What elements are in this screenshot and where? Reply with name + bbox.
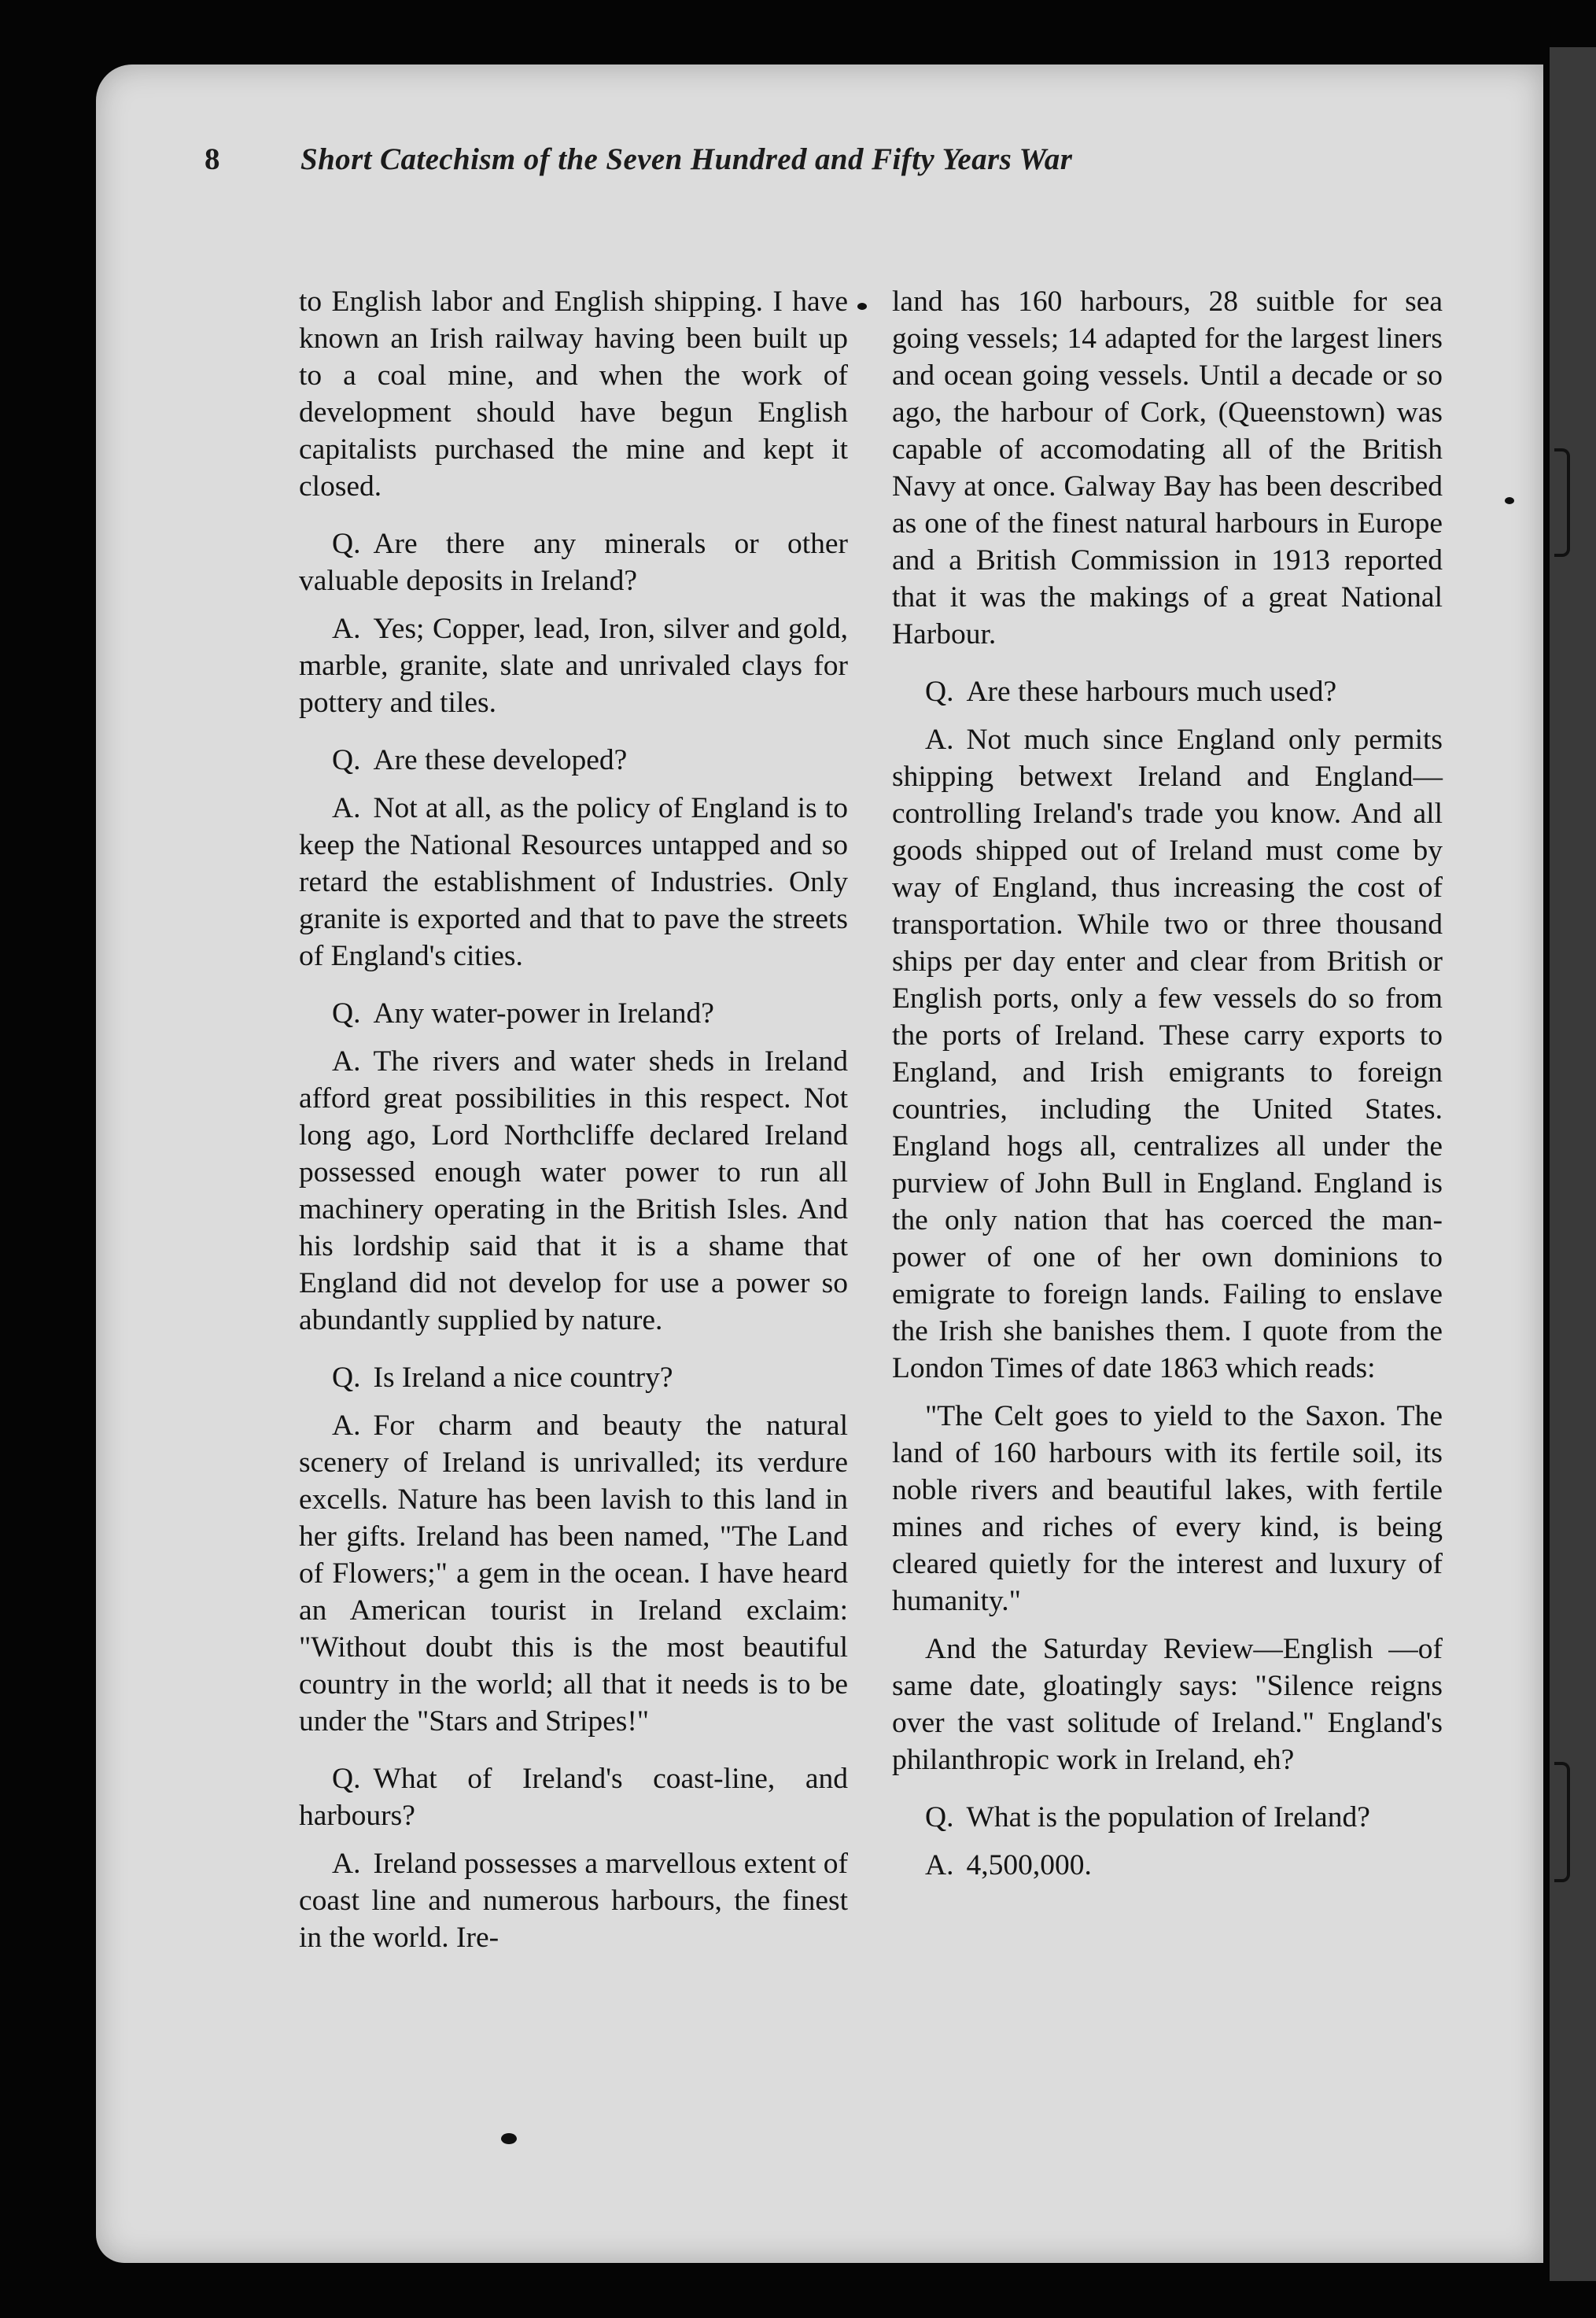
ink-speck: [1505, 497, 1514, 504]
answer-label: A.: [332, 1410, 361, 1442]
answer-label: A.: [332, 792, 361, 824]
paragraph-text: Are these developed?: [373, 744, 628, 776]
question-label: Q.: [332, 1763, 361, 1795]
page-number: 8: [205, 142, 220, 176]
paragraph-text: land has 160 harbours, 28 suitble for sea going vessels; 14 adapted for the largest liners and ocean going vessels. Until a decade or so ago, the harbour of Cork, (Queenstown) was capable of accomodating all of the British Navy at once. Galway Bay has been described as one of the finest natural harbours in Europe and a British Commission in 1913 reported that it was the makings of a great National Harbour.: [892, 286, 1443, 650]
question-label: Q.: [332, 744, 361, 776]
answer: [299, 1043, 848, 1339]
answer: [892, 1847, 1443, 1884]
paragraph-text: Is Ireland a nice country?: [373, 1362, 673, 1394]
ink-speck: [857, 303, 867, 310]
question: [299, 742, 848, 779]
question: [892, 1799, 1443, 1836]
paragraph-text: What is the population of Ireland?: [966, 1801, 1370, 1833]
right-column: [892, 283, 1443, 1895]
scan-edge: [1550, 47, 1596, 2281]
answer-label: A.: [332, 613, 361, 645]
paragraph-text: Not much since England only permits shipping betwext Ireland and England—controlling Ireland's trade you know. And all goods shipped out of Ireland must come by way of England, thus increasing the cost of transportation. While two or three thousand ships per day enter and clear from British or English ports, only a few vessels do so from the ports of Ireland. These carry exports to England, and Irish emigrants to foreign countries, including the United States. England hogs all, centralizes all under the purview of John Bull in England. England is the only nation that has coerced the man-power of one of her own dominions to emigrate to foreign lands. Failing to enslave the Irish she banishes them. I quote from the London Times of date 1863 which reads:: [892, 724, 1443, 1384]
answer-label: A.: [332, 1848, 361, 1880]
quoted-paragraph: [892, 1631, 1443, 1778]
running-title: Short Catechism of the Seven Hundred and Fifty Years War: [300, 142, 1073, 176]
quoted-paragraph: [892, 1398, 1443, 1620]
question: [299, 1760, 848, 1834]
paragraph-text: Not at all, as the policy of England is to keep the National Resources untapped and so retard the establishment of Industries. Only granite is exported and that to pave the streets of England's cities.: [299, 792, 848, 972]
question-label: Q.: [332, 528, 361, 560]
margin-bracket-mark: [1554, 448, 1570, 557]
margin-bracket-mark: [1554, 1762, 1570, 1882]
question-label: Q.: [332, 997, 361, 1030]
answer-label: A.: [332, 1045, 361, 1078]
question-label: Q.: [332, 1362, 361, 1394]
continued-paragraph: [892, 283, 1443, 653]
paragraph-text: And the Saturday Review—English —of same date, gloatingly says: "Silence reigns over the vast solitude of Ireland." England's philanthropic work in Ireland, eh?: [892, 1633, 1443, 1776]
paragraph-text: Yes; Copper, lead, Iron, silver and gold, marble, granite, slate and unrivaled clays for pottery and tiles.: [299, 613, 848, 719]
question: [299, 525, 848, 599]
question: [299, 995, 848, 1032]
question-label: Q.: [925, 1801, 954, 1833]
continued-paragraph: [299, 283, 848, 505]
paragraph-text: The rivers and water sheds in Ireland afford great possibilities in this respect. Not long ago, Lord Northcliffe declared Ireland possessed enough water power to run all machinery operating in the British Isles. And his lordship said that it is a shame that England did not develop for use a power so abundantly supplied by nature.: [299, 1045, 848, 1336]
ink-speck: [501, 2133, 517, 2144]
paragraph-text: For charm and beauty the natural scenery of Ireland is unrivalled; its verdure excells. Nature has been lavish to this land in her gifts. Ireland has been named, "The Land of Flowers;" a gem in the ocean. I have heard an American tourist in Ireland exclaim: "Without doubt this is the most beautiful country in the world; all that it needs is to be under the "Stars and Stripes!": [299, 1410, 848, 1738]
question-label: Q.: [925, 676, 954, 708]
left-column: [299, 283, 848, 1967]
question: [892, 673, 1443, 710]
answer: [299, 610, 848, 721]
paragraph-text: Are these harbours much used?: [966, 676, 1337, 708]
paragraph-text: "The Celt goes to yield to the Saxon. The land of 160 harbours with its fertile soil, its noble rivers and beautiful lakes, with fertile mines and riches of every kind, is being cleared quietly for the interest and luxury of humanity.": [892, 1400, 1443, 1617]
paragraph-text: Are there any minerals or other valuable deposits in Ireland?: [299, 528, 848, 597]
paragraph-text: to English labor and English shipping. I have known an Irish railway having been built up to a coal mine, and when the work of development should have begun English capitalists purchased the mine and kept it closed.: [299, 286, 848, 503]
paragraph-text: Any water-power in Ireland?: [373, 997, 714, 1030]
paragraph-text: 4,500,000.: [966, 1849, 1092, 1881]
answer: [299, 790, 848, 975]
paragraph-text: What of Ireland's coast-line, and harbours?: [299, 1763, 848, 1832]
question: [299, 1359, 848, 1396]
answer: [299, 1407, 848, 1740]
paragraph-text: Ireland possesses a marvellous extent of coast line and numerous harbours, the finest in the world. Ire-: [299, 1848, 848, 1954]
answer: [299, 1845, 848, 1956]
answer-label: A.: [925, 1849, 954, 1881]
answer: [892, 721, 1443, 1387]
answer-label: A.: [925, 724, 954, 756]
